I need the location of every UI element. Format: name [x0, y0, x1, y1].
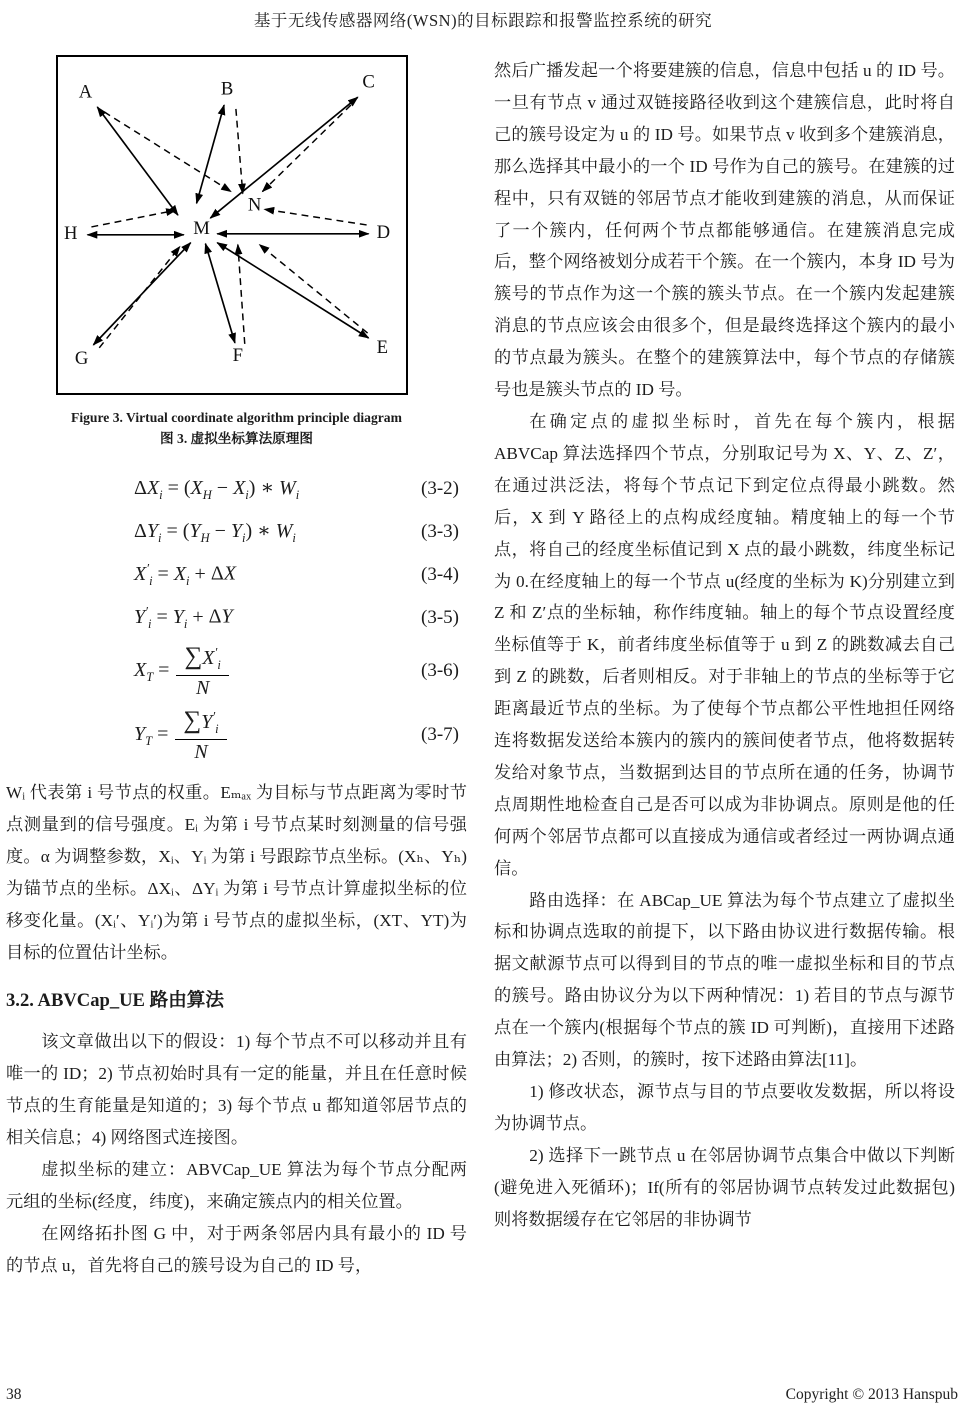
page-footer: [6, 1386, 958, 1404]
math-token: ∑: [183, 706, 202, 734]
equation-body: [134, 603, 233, 632]
equation-number: (3-2): [421, 477, 459, 499]
math-token: $X_i$: [233, 476, 249, 502]
virtual-coordinate-diagram: [58, 57, 402, 388]
math-token: ∗: [260, 476, 275, 499]
node-label-F: F: [232, 344, 244, 366]
math-token: −: [214, 519, 226, 542]
equation-body: [134, 518, 296, 546]
dashed-directional-edge: [104, 112, 231, 192]
solid-bidirectional-edge: [93, 243, 190, 345]
equation-number: (3-4): [421, 563, 459, 585]
math-token: =: [166, 519, 178, 542]
fraction: [176, 643, 228, 700]
figure-caption: [6, 407, 467, 449]
math-token: +: [194, 562, 206, 585]
paragraph-topology: 在网络拓扑图 G 中，对于两条邻居内具有最小的 ID 号的节点 u，首先将自己的簇号设为自己的 ID 号，: [6, 1223, 467, 1275]
math-token: =: [158, 658, 170, 681]
equation-number: (3-6): [421, 660, 459, 681]
math-token: =: [157, 562, 169, 585]
equation-row: [6, 467, 467, 510]
equation-body: [134, 707, 229, 764]
math-token: N: [194, 740, 208, 763]
solid-bidirectional-edge: [197, 105, 225, 203]
math-token: Y: [221, 605, 233, 628]
math-token: =: [167, 476, 179, 499]
section-heading: 3.2. ABVCap_UE 路由算法: [6, 990, 224, 1012]
math-token: (: [182, 519, 190, 542]
math-token: $W_i$: [279, 476, 300, 502]
math-token: =: [156, 605, 168, 628]
equation-body: [134, 560, 236, 589]
equation-number: (3-3): [421, 520, 459, 542]
paragraph-cluster-build: 然后广播发起一个将要建簇的信息，信息中包括 u 的 ID 号。一旦有节点 v 通过双链接路径收到这个建簇信息，此时将自己的簇号设定为 u 的 ID 号。如果节点 v 收到多个建簇消息，那么选择其中最小的一个 ID 号作为自己的簇号。在建簇的过程中，只有双链的邻居节点才能收到建簇的消息，从而保证了一个簇内，任何两个节点都能够通信。在建簇消息完成后，整个网络被划分成若干个簇。在一个簇内，本身 ID 号为簇号的节点作为这一个簇的簇头节点。在一个簇内发起建簇消息的节点应该会由很多个，但是最终选择这个簇内的最小的节点最为簇头。在整个的建簇算法中，每个节点的存储簇号也是簇头节点的 ID 号。: [494, 61, 955, 400]
math-token: $Y'_i$: [134, 603, 152, 631]
paragraph-routing-selection: 路由选择：在 ABCap_UE 算法为每个节点建立了虚拟坐标和协调点选取的前提下，以下路由协议进行数据传输。根据文献源节点可以得到目的节点的唯一虚拟坐标和目的节点的簇号。路由协议分为以下两种情况：1) 若目的节点与源节点在一个簇内(根据每个节点的簇 ID 可判断)，直接用下述路由算法；2) 否则，的簇时，按下述路由算法[11]。: [494, 890, 955, 1070]
figure-caption-zh: 图 3. 虚拟坐标算法原理图: [160, 431, 313, 446]
math-token: Δ: [208, 605, 222, 628]
math-token: Δ: [134, 476, 147, 499]
paragraph-step-2: 2) 选择下一跳节点 u 在邻居协调节点集合中做以下判断(避免进入死循环)；If(所有的邻居协调节点转发过此数据包)则将数据缓存在它邻居的非协调节: [494, 1145, 955, 1229]
figure-caption-en: Figure 3. Virtual coordinate algorithm principle diagram: [71, 410, 402, 425]
math-token: ∗: [257, 519, 271, 542]
dashed-directional-edge: [91, 210, 176, 227]
equation-row: [6, 596, 467, 639]
node-label-B: B: [220, 78, 234, 100]
paragraph-step-1: 1) 修改状态，源节点与目的节点要收发数据，所以将设为协调节点。: [494, 1082, 955, 1133]
math-token: (: [183, 476, 191, 499]
page-number: 38: [6, 1386, 22, 1403]
math-token: =: [157, 722, 169, 745]
math-token: $X'_i$: [134, 560, 153, 588]
math-token: X: [223, 562, 236, 585]
math-token: $X_H$: [190, 476, 212, 502]
node-label-D: D: [376, 222, 391, 244]
math-token: $X_i$: [173, 562, 190, 588]
equation-row: [6, 639, 467, 703]
math-token: −: [216, 476, 229, 499]
math-token: $Y_H$: [189, 519, 210, 545]
dashed-directional-edge: [262, 105, 350, 191]
equation-number: (3-5): [421, 606, 459, 628]
math-token: $Y_T$: [134, 722, 153, 748]
equation-number: (3-7): [421, 724, 459, 745]
fraction: [175, 707, 226, 764]
paragraph-virtual-coordinates: 虚拟坐标的建立：ABVCap_UE 算法为每个节点分配两元组的坐标(经度，纬度)，来确定簇点内的相关位置。: [6, 1160, 467, 1211]
math-token: ): [245, 519, 253, 542]
paragraph-symbols: Wᵢ 代表第 i 号节点的权重。Eₘₐₓ 为目标与节点距离为零时节点测量到的信号强度。Eᵢ 为第 i 号节点某时刻测量的信号强度。α 为调整参数，Xᵢ、Yᵢ 为第 i 号跟踪节点坐标。(Xₕ、Yₕ)为锚节点的坐标。ΔXᵢ、ΔYᵢ 为第 i 号节点计算虚拟坐标的位移变化量。(Xᵢ′、Yᵢ′)为第 i 号节点的虚拟坐标，(XT、YT)为目标的位置估计坐标。: [6, 783, 467, 962]
node-label-E: E: [376, 337, 389, 359]
paragraph-assumptions: 该文章做出以下的假设：1) 每个节点不可以移动并且有唯一的 ID；2) 节点初始时具有一定的能量，并且在任意时候节点的生育能量是知道的；3) 每个节点 u 都知道邻居节点的相关信息；4) 网络图式连接图。: [6, 1032, 467, 1148]
two-column-layout: [0, 55, 966, 1282]
math-token: $Y_i$: [172, 605, 188, 631]
solid-bidirectional-edge: [205, 244, 234, 343]
solid-bidirectional-edge: [217, 243, 368, 338]
math-token: $X_i$: [146, 476, 163, 502]
figure-diagram: [56, 55, 408, 395]
math-token: Δ: [134, 519, 147, 542]
paragraph-virtual-coordinate-determine: 在确定点的虚拟坐标时，首先在每个簇内，根据 ABVCap 算法选择四个节点，分别取记号为 X、Y、Z、Z′，在通过洪泛法，将每个节点记下到定位点得最小跳数。然后，X 到 Y 路径上的点构成经度轴。精度轴上的每一个节点，将自己的经度坐标值记到 X 点的最小跳数，纬度坐标记为 0.在经度轴上的每一个节点 u(经度的坐标为 K)分别建立到 Z 和 Z′点的坐标轴，称作纬度轴。轴上的每个节点设置经度坐标值等于 K，前者纬度坐标值等于 u 到 Z 的跳数减去自己到 Z 的跳数，后者则相反。对于非轴上的节点的坐标等于它距离最近节点的坐标。为了使每个节点都公平性地担任网络连将数据发送给本簇内的簇内的簇间使者节点，他将数据转发给对象节点，当数据到达目的节点所在通的任务，协调节点周期性地检查自己是否可以成为非协调点。原则是他的任何两个邻居节点都可以直接成为通信或者经过一两协调点通信。: [494, 411, 955, 878]
math-token: ): [248, 476, 256, 499]
equation-body: [134, 475, 299, 503]
node-label-M: M: [193, 218, 210, 240]
equations-block: [6, 467, 467, 767]
math-token: ∑: [184, 642, 203, 670]
math-token: $Y_i$: [146, 519, 162, 545]
page-header-title: 基于无线传感器网络(WSN)的目标跟踪和报警监控系统的研究: [253, 11, 713, 30]
math-token: $Y'_i$: [201, 707, 219, 736]
node-label-H: H: [64, 223, 78, 245]
math-token: +: [192, 605, 204, 628]
equation-row: [6, 703, 467, 767]
left-column: [6, 55, 467, 1282]
node-label-N: N: [247, 194, 262, 216]
dashed-directional-edge: [99, 247, 180, 348]
equation-row: [6, 553, 467, 596]
solid-bidirectional-edge: [97, 107, 178, 215]
math-token: $X_T$: [134, 658, 154, 684]
dashed-directional-edge: [264, 209, 366, 225]
math-token: $X'_i$: [202, 643, 221, 672]
math-token: N: [195, 676, 210, 699]
node-label-C: C: [362, 71, 375, 93]
math-token: $W_i$: [275, 519, 296, 545]
right-column: [494, 55, 955, 1282]
solid-bidirectional-edge: [210, 97, 357, 218]
dashed-directional-edge: [236, 109, 243, 194]
equation-row: [6, 510, 467, 553]
math-token: $Y_i$: [230, 519, 246, 545]
node-label-G: G: [74, 347, 89, 369]
copyright-text: Copyright © 2013 Hanspub: [785, 1386, 958, 1403]
equation-body: [134, 643, 231, 700]
math-token: Δ: [210, 562, 224, 585]
node-label-A: A: [78, 81, 93, 103]
dashed-directional-edge: [259, 245, 367, 333]
